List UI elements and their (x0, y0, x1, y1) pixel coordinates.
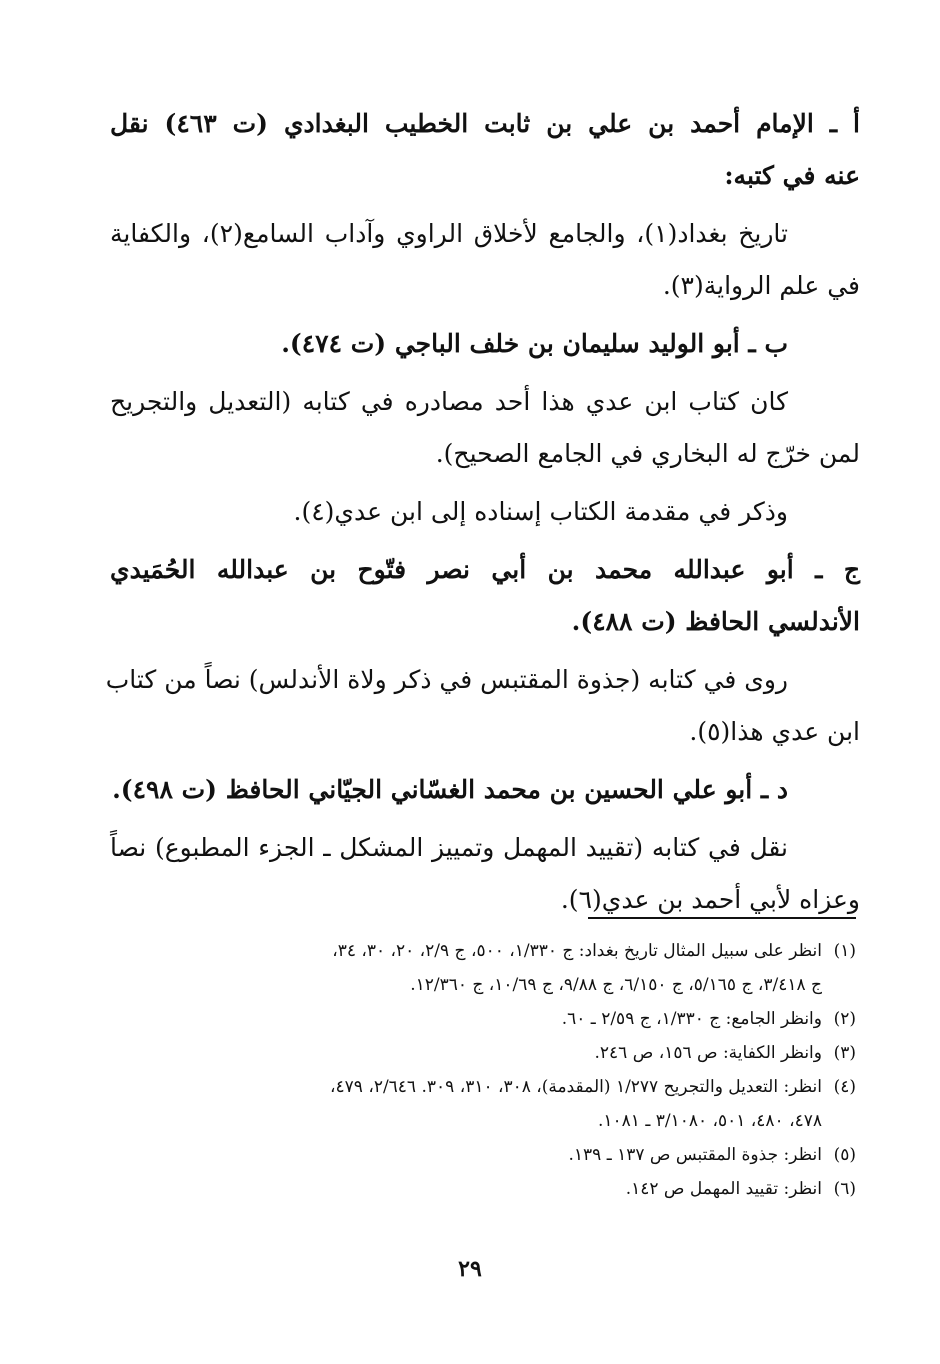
section-b-paragraph-2: وذكر في مقدمة الكتاب إسناده إلى ابن عدي(٤). (293, 497, 788, 526)
section-d-paragraph-line-1: نقل في كتابه (تقييد المهمل وتمييز المشكل ـ الجزء المطبوع) نصاً (110, 833, 788, 862)
footnote-2 (112, 1002, 856, 1036)
section-a-heading-line-2: عنه في كتبه: (724, 161, 860, 190)
footnote-text: انظر: جذوة المقتبس ص ١٣٧ ـ ١٣٩. (568, 1145, 822, 1165)
section-a-paragraph-line-2: في علم الرواية(٣). (662, 271, 860, 300)
footnote-number: (٥) (833, 1145, 856, 1165)
footnote-4-continuation: ٤٧٨، ٤٨٠، ٥٠١، ٣/١٠٨٠ ـ ١٠٨١. (597, 1111, 822, 1131)
footnote-text: وانظر الجامع: ج ١/٣٣٠، ج ٢/٥٩ ـ ٦٠. (561, 1009, 822, 1029)
section-c-heading-line-2: الأندلسي الحافظ (ت ٤٨٨). (571, 607, 860, 636)
footnote-text: انظر على سبيل المثال تاريخ بغداد: ج ١/٣٣٠، ٥٠٠، ج ٢/٩، ٢٠، ٣٠، ٣٤، (332, 941, 822, 961)
footnote-number: (٢) (833, 1009, 856, 1029)
footnote-4 (112, 1070, 856, 1104)
footnote-3 (112, 1036, 856, 1070)
section-c-heading-line-1: ج ـ أبو عبدالله محمد بن أبي نصر فتّوح بن عبدالله الحُمَيدي (110, 555, 860, 584)
footnote-1 (112, 934, 856, 968)
footnote-text: وانظر الكفاية: ص ١٥٦، ص ٢٤٦. (594, 1043, 822, 1063)
section-b-heading: ب ـ أبو الوليد سليمان بن خلف الباجي (ت ٤٧٤). (281, 329, 788, 358)
footnote-number: (٣) (833, 1043, 856, 1063)
footnote-number: (١) (833, 941, 856, 961)
footnote-number: (٦) (833, 1179, 856, 1199)
section-b-paragraph-1-line-2: لمن خرّج له البخاري في الجامع الصحيح). (435, 439, 860, 468)
footnote-text: انظر: التعديل والتجريح ١/٢٧٧ (المقدمة)، ٣٠٨، ٣١٠، ٣٠٩. ٢/٦٤٦، ٤٧٩، (330, 1077, 822, 1097)
section-c-paragraph-line-1: روى في كتابه (جذوة المقتبس في ذكر ولاة الأندلس) نصاً من كتاب (105, 665, 788, 694)
footnotes (112, 934, 856, 1206)
footnote-1-continuation: ج ٣/٤١٨، ج ٥/١٦٥، ج ٦/١٥٠، ج ٩/٨٨، ج ١٠/٦٩، ج ١٢/٣٦٠. (410, 975, 822, 995)
section-d-paragraph-line-2: وعزاه لأبي أحمد بن عدي(٦). (560, 885, 860, 914)
page-number: ٢٩ (458, 1256, 482, 1282)
main-text (105, 98, 860, 926)
section-a-heading-line-1: أ ـ الإمام أحمد بن علي بن ثابت الخطيب البغدادي (ت ٤٦٣) نقل (110, 109, 860, 138)
footnote-5 (112, 1138, 856, 1172)
footnote-number: (٤) (833, 1077, 856, 1097)
footnote-separator (588, 917, 856, 919)
section-c-paragraph-line-2: ابن عدي هذا(٥). (689, 717, 860, 746)
section-b-paragraph-1-line-1: كان كتاب ابن عدي هذا أحد مصادره في كتابه (التعديل والتجريح (110, 387, 788, 416)
section-d-heading: د ـ أبو علي الحسين بن محمد الغسّاني الجيّاني الحافظ (ت ٤٩٨). (112, 775, 788, 804)
section-a-paragraph-line-1: تاريخ بغداد(١)، والجامع لأخلاق الراوي وآداب السامع(٢)، والكفاية (110, 219, 789, 248)
footnote-6 (112, 1172, 856, 1206)
footnote-text: انظر: تقييد المهمل ص ١٤٢. (625, 1179, 822, 1199)
